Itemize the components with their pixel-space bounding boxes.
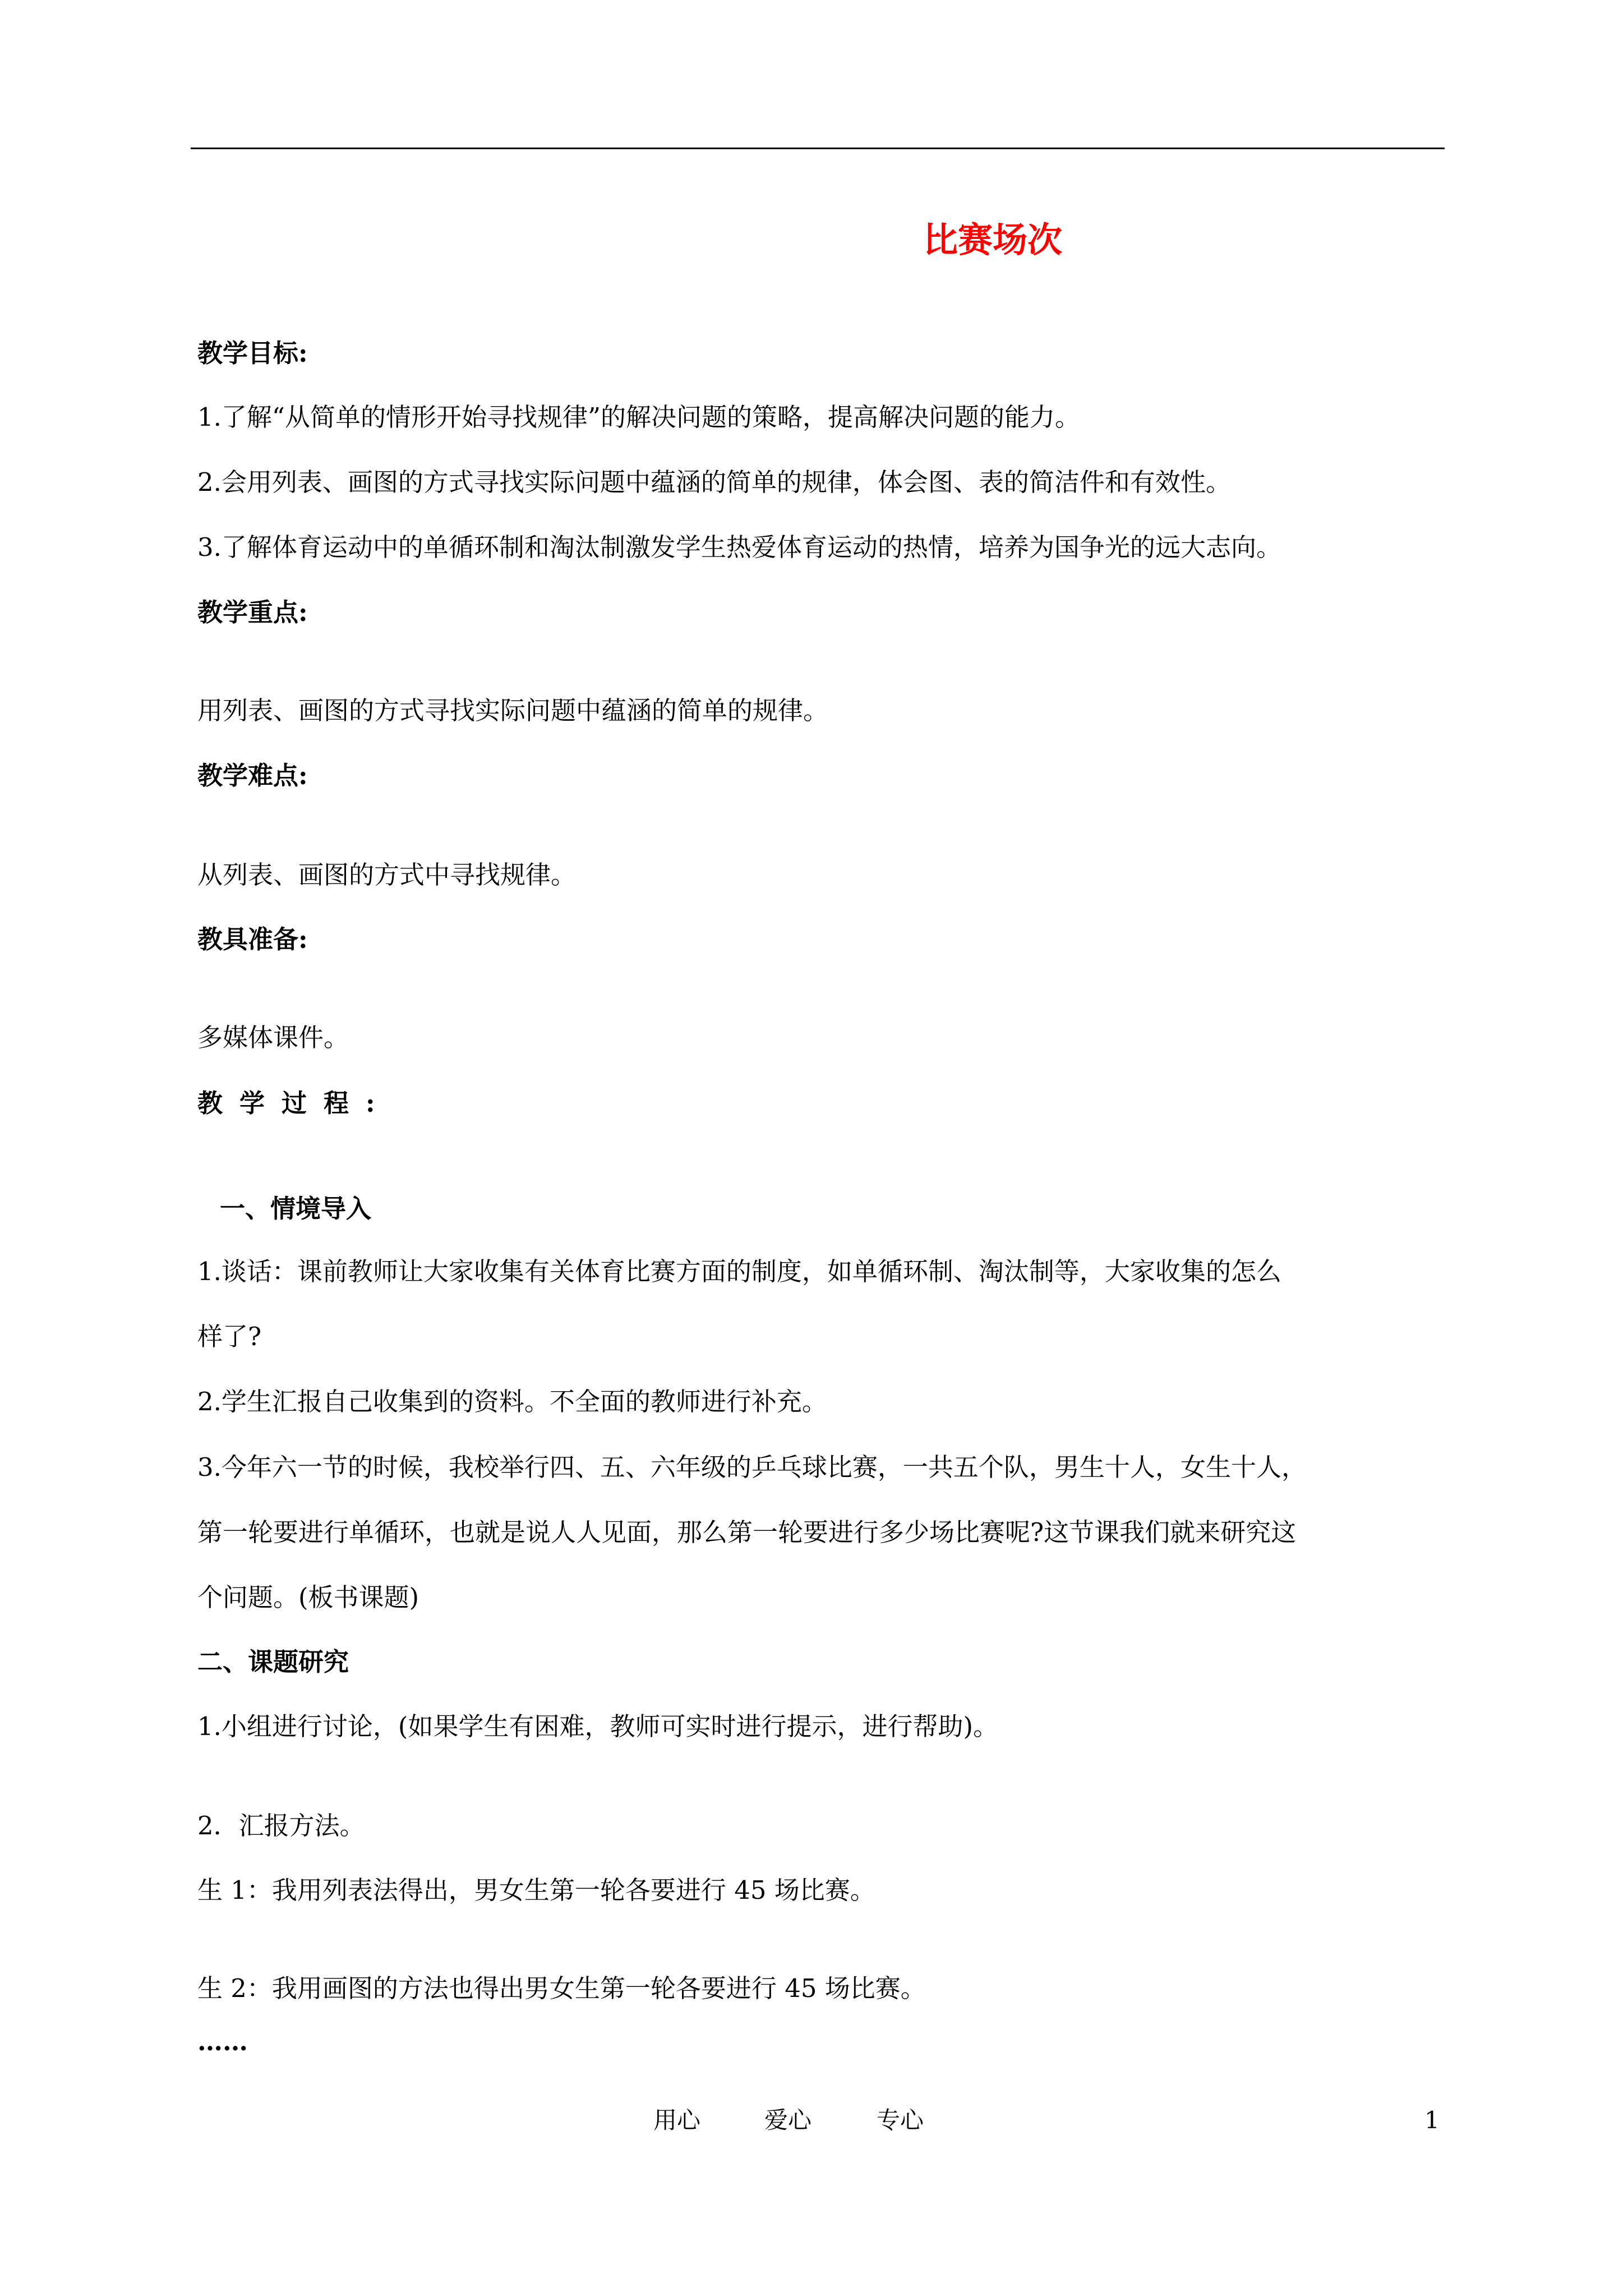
footer-motto-1: 用心 (653, 2106, 701, 2134)
footer-motto-3: 专心 (877, 2106, 924, 2134)
section1-line: 3.今年六一节的时候，我校举行四、五、六年级的乒乓球比赛，一共五个队，男生十人，女生十人， (197, 1452, 1307, 1482)
section1-line: 1.谈话：课前教师让大家收集有关体育比赛方面的制度，如单循环制、淘汰制等，大家收集的怎么 (197, 1257, 1281, 1286)
section2-line: 1.小组进行讨论，(如果学生有困难，教师可实时进行提示，进行帮助)。 (197, 1711, 999, 1741)
footer-motto-2: 爱心 (764, 2106, 812, 2134)
difficulties-text: 从列表、画图的方式中寻找规律。 (197, 860, 577, 890)
section2-line: 生 1：我用列表法得出，男女生第一轮各要进行 45 场比赛。 (197, 1875, 875, 1905)
key-points-heading: 教学重点: (197, 597, 308, 627)
page-number: 1 (1424, 2106, 1440, 2134)
header-rule (191, 148, 1445, 149)
section1-line: 个问题。(板书课题) (197, 1582, 419, 1612)
difficulties-heading: 教学难点: (197, 761, 308, 790)
section1-line: 样了? (197, 1322, 262, 1351)
key-points-text: 用列表、画图的方式寻找实际问题中蕴涵的简单的规律。 (197, 696, 829, 725)
objective-item: 1.了解“从简单的情形开始寻找规律”的解决问题的策略，提高解决问题的能力。 (197, 402, 1080, 432)
section1-heading: 一、情境导入 (220, 1194, 372, 1223)
materials-text: 多媒体课件。 (197, 1023, 349, 1052)
process-heading: 教学过程: (197, 1088, 392, 1118)
section1-line: 2.学生汇报自己收集到的资料。不全面的教师进行补充。 (197, 1387, 827, 1416)
section2-heading: 二、课题研究 (197, 1647, 349, 1677)
materials-heading: 教具准备: (197, 924, 308, 954)
section2-line: 生 2：我用画图的方法也得出男女生第一轮各要进行 45 场比赛。 (197, 1973, 926, 2003)
objective-item: 3.了解体育运动中的单循环制和淘汰制激发学生热爱体育运动的热情，培养为国争光的远大志向。 (197, 532, 1281, 562)
objectives-heading: 教学目标: (197, 338, 308, 368)
section2-line: 2．汇报方法。 (197, 1811, 365, 1841)
section1-line: 第一轮要进行单循环，也就是说人人见面，那么第一轮要进行多少场比赛呢?这节课我们就来研究这 (197, 1517, 1297, 1547)
objective-item: 2.会用列表、画图的方式寻找实际问题中蕴涵的简单的规律，体会图、表的简洁件和有效性。 (197, 467, 1231, 497)
ellipsis: …… (197, 2027, 248, 2056)
document-title: 比赛场次 (923, 219, 1062, 260)
